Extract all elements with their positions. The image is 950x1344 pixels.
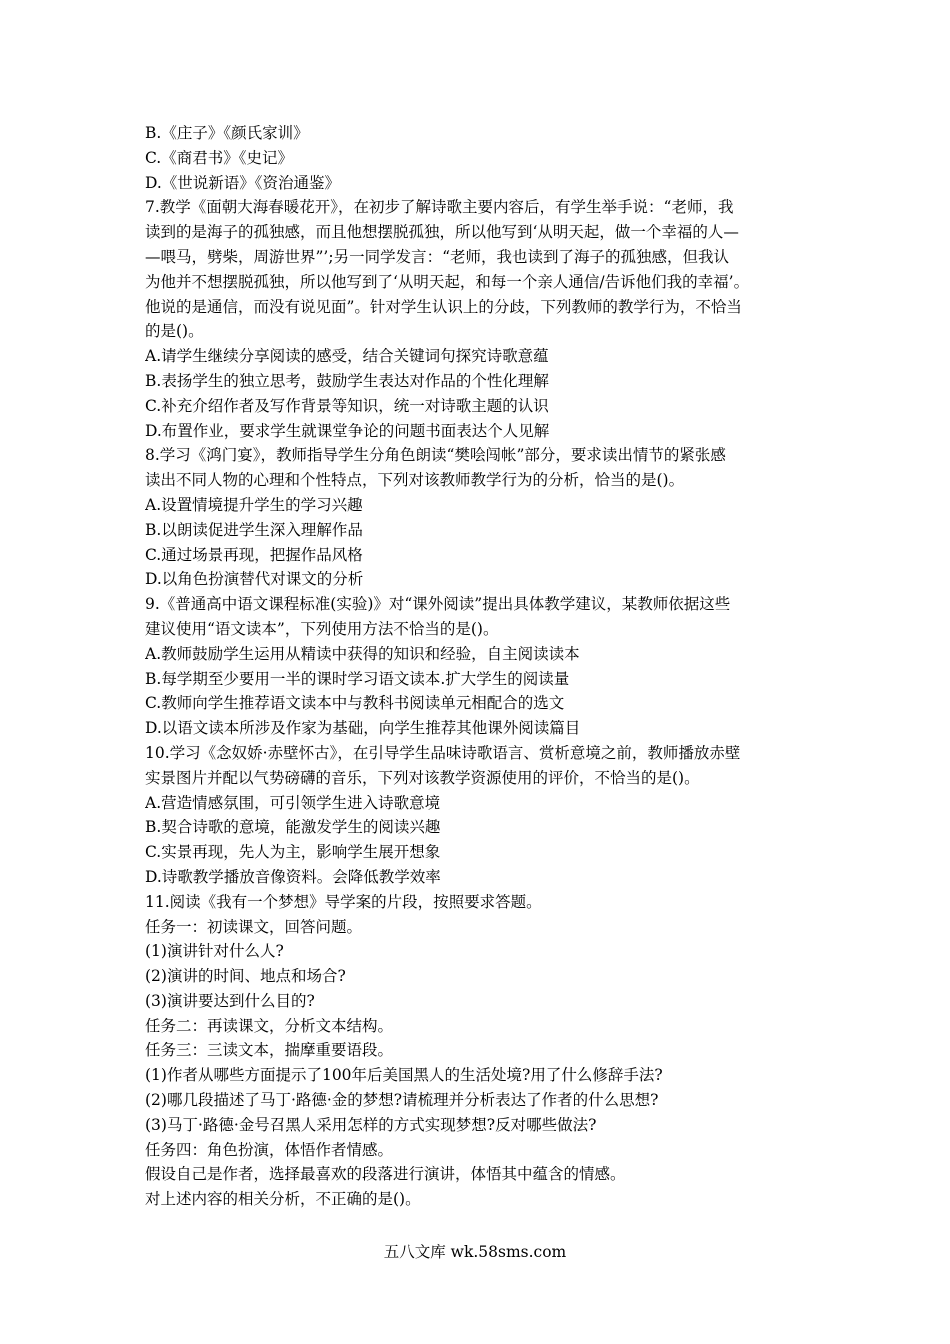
- text-line: (3)演讲要达到什么目的?: [145, 991, 315, 1010]
- text-line: 对上述内容的相关分析，不正确的是()。: [145, 1190, 421, 1209]
- text-line: A.教师鼓励学生运用从精读中获得的知识和经验，自主阅读读本: [145, 644, 580, 663]
- text-line: 读到的是海子的孤独感，而且他想摆脱孤独，所以他写到‘从明天起，做一个幸福的人—: [145, 223, 739, 242]
- text-line: C.通过场景再现，把握作品风格: [145, 545, 363, 564]
- text-line: 读出不同人物的心理和个性特点，下列对该教师教学行为的分析，恰当的是()。: [145, 471, 685, 490]
- text-line: A.设置情境提升学生的学习兴趣: [145, 495, 363, 514]
- text-line: 建议使用“语文读本”，下列使用方法不恰当的是()。: [145, 619, 499, 638]
- document-body: [145, 121, 815, 1212]
- text-line: 任务四：角色扮演，体悟作者情感。: [145, 1140, 394, 1159]
- text-line: 9.《普通高中语文课程标准(实验)》对“课外阅读”提出具体教学建议，某教师依据这些: [145, 595, 731, 614]
- text-line: 任务一：初读课文，回答问题。: [145, 917, 363, 936]
- text-line: 他说的是通信，而没有说见面”。针对学生认识上的分歧，下列教师的教学行为，不恰当: [145, 297, 742, 316]
- text-line: A.请学生继续分享阅读的感受，结合关键词句探究诗歌意蕴: [145, 347, 549, 366]
- page-footer: 五八文库 wk.58sms.com: [383, 1243, 567, 1261]
- text-line: 8.学习《鸿门宴》，教师指导学生分角色朗读“樊哙闯帐”部分，要求读出情节的紧张感: [145, 446, 726, 465]
- text-line: 假设自己是作者，选择最喜欢的段落进行演讲，体悟其中蕴含的情感。: [145, 1165, 626, 1184]
- text-line: 任务三：三读文本，揣摩重要语段。: [145, 1041, 394, 1060]
- text-line: B.以朗读促进学生深入理解作品: [145, 520, 363, 539]
- text-line: B.表扬学生的独立思考，鼓励学生表达对作品的个性化理解: [145, 371, 549, 390]
- text-line: C.补充介绍作者及写作背景等知识，统一对诗歌主题的认识: [145, 396, 549, 415]
- text-line: (1)作者从哪些方面提示了100年后美国黑人的生活处境?用了什么修辞手法?: [145, 1066, 663, 1085]
- text-line: 7.教学《面朝大海春暖花开》，在初步了解诗歌主要内容后，有学生举手说：“老师，我: [145, 198, 734, 217]
- text-line: D.诗歌教学播放音像资料。会降低教学效率: [145, 867, 441, 886]
- text-line: C.实景再现，先人为主，影响学生展开想象: [145, 843, 441, 862]
- text-line: D.布置作业，要求学生就课堂争论的问题书面表达个人见解: [145, 421, 550, 440]
- text-line: (3)马丁·路德·金号召黑人采用怎样的方式实现梦想?反对哪些做法?: [145, 1115, 597, 1134]
- text-line: 实景图片并配以气势磅礴的音乐，下列对该教学资源使用的评价，不恰当的是()。: [145, 768, 700, 787]
- text-line: B.契合诗歌的意境，能激发学生的阅读兴趣: [145, 818, 441, 837]
- text-line: B.《庄子》《颜氏家训》: [145, 124, 309, 142]
- text-line: D.以角色扮演替代对课文的分析: [145, 570, 364, 589]
- text-line: 任务二：再读课文，分析文本结构。: [145, 1016, 394, 1035]
- text-line: (1)演讲针对什么人?: [145, 942, 284, 961]
- text-line: C.教师向学生推荐语文读本中与教科书阅读单元相配合的选文: [145, 694, 565, 713]
- text-line: C.《商君书》《史记》: [145, 148, 293, 167]
- text-line: 11.阅读《我有一个梦想》导学案的片段，按照要求答题。: [145, 892, 542, 911]
- text-line: (2)哪几段描述了马丁·路德·金的梦想?请梳理并分析表达了作者的什么思想?: [145, 1091, 659, 1110]
- text-line: D.《世说新语》《资治通鉴》: [145, 173, 341, 192]
- text-line: B.每学期至少要用一半的课时学习语文读本.扩大学生的阅读量: [145, 669, 570, 688]
- text-line: 10.学习《念奴娇·赤壁怀古》，在引导学生品味诗歌语言、赏析意境之前，教师播放赤壁: [145, 743, 741, 762]
- text-line: 的是()。: [145, 322, 204, 341]
- text-line: A.营造情感氛围，可引领学生进入诗歌意境: [145, 793, 441, 812]
- text-line: —喂马，劈柴，周游世界”’;另一同学发言：“老师，我也读到了海子的孤独感，但我认: [145, 247, 729, 266]
- text-line: 为他并不想摆脱孤独，所以他写到了‘从明天起，和每一个亲人通信/告诉他们我的幸福’。: [145, 272, 750, 291]
- text-line: D.以语文读本所涉及作家为基础，向学生推荐其他课外阅读篇目: [145, 719, 581, 738]
- text-line: (2)演讲的时间、地点和场合?: [145, 967, 346, 986]
